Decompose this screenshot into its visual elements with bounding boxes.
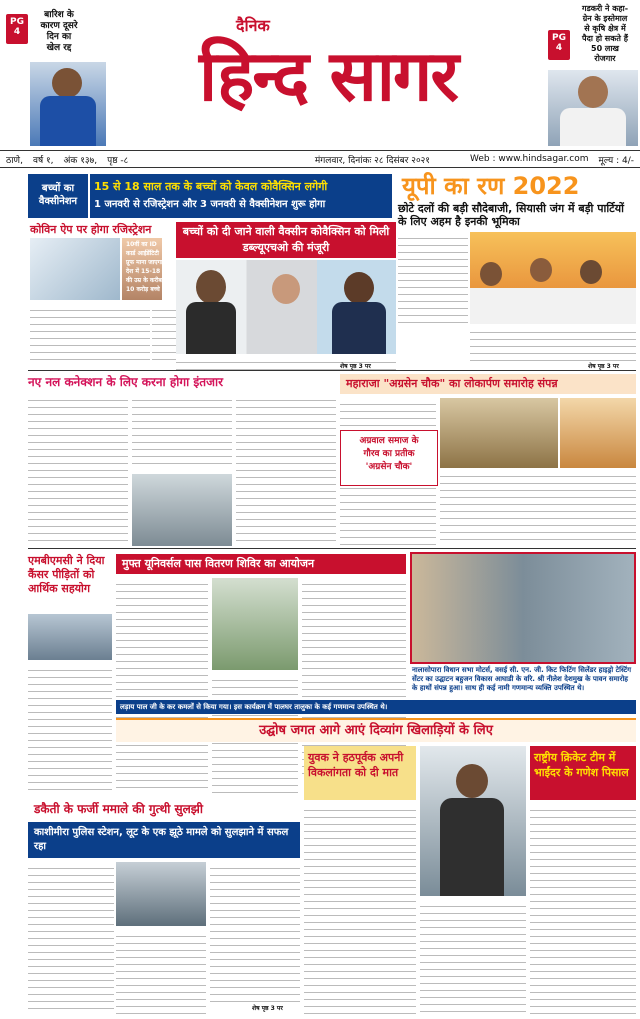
tap-photo: [132, 474, 232, 546]
youth-headline[interactable]: युवक ने हठपूर्वक अपनी विकलांगता को दी मात: [304, 746, 416, 800]
police-station-photo: [116, 862, 206, 926]
tap-article-col-3: [236, 394, 336, 546]
univ-text-col-1: [116, 578, 208, 794]
logo-small: दैनिक: [236, 16, 270, 35]
vaccine-headline: 15 से 18 साल तक के बच्चों को केवल कोवैक्सिन लगेगी: [94, 180, 328, 193]
agrasen-headline[interactable]: महाराजा "अग्रसेन चौक" का लोकार्पण समारोह संपन्न: [340, 374, 636, 394]
cng-ad-footer: लड़ाय पाल जी के कर कमलों से किया गया। इस कार्यक्रम में पालघर तालुका के कई गणमान्य उपस्थित थे।: [116, 700, 636, 714]
tap-article-col-1: [28, 394, 128, 546]
dateline-bar: [0, 150, 640, 168]
tap-article-col-2: [132, 394, 232, 470]
pg-number: 4: [13, 27, 21, 37]
up-election-headline[interactable]: यूपी का रण 2022: [402, 172, 580, 200]
divider: [28, 370, 636, 371]
robbery-subheadline: काशीमीरा पुलिस स्टेशन, लूट के एक झूठे मामले को सुलझाने में सफल रहा: [28, 822, 300, 858]
cowin-headline[interactable]: कोविन ऐप पर होगा रजिस्ट्रेशन: [30, 223, 152, 236]
pg-label: PG: [10, 17, 24, 27]
issue: अंक १३७,: [63, 155, 98, 166]
divider-2: [28, 548, 636, 549]
univ-photo-1: [212, 578, 298, 670]
cng-ad-box[interactable]: [410, 552, 636, 664]
up-rally-photo: [470, 232, 636, 324]
section-tag-vaccine: बच्चों का वैक्सीनेशन: [28, 174, 88, 218]
robbery-headline[interactable]: डकैती के फर्जी ममाले की गुत्थी सुलझी: [28, 798, 300, 820]
year: वर्ष १,: [32, 155, 54, 166]
masthead: [0, 0, 640, 150]
continued-note-2[interactable]: शेष पृष्ठ 3 पर: [588, 363, 619, 370]
vaccine-people-photo: [176, 260, 396, 354]
date: मंगलवार, दिनांकः २८ दिसंबर २०२१: [314, 155, 430, 166]
robbery-text-col-3: [210, 862, 300, 1002]
robbery-text-col-2: [116, 930, 206, 1014]
athlete-photo: [420, 746, 526, 896]
price: मूल्य : 4/-: [598, 155, 634, 166]
cancer-aid-headline[interactable]: एमबीएमसी ने दिया कैंसर पीड़ितों को आर्थिक सहयोग: [28, 554, 105, 595]
vaccine-note: 10वीं का ID कार्ड आईडेंटिटी प्रूफ माना जाएगा। देश में 15-18 की उम्र के करीब 10 करोड़ बच्चे: [126, 241, 165, 293]
agrasen-ceremony-photo: [440, 398, 558, 468]
city: ठाणे,: [6, 155, 23, 166]
agrasen-quote-box: अग्रवाल समाज के गौरव का प्रतीक 'अग्रसेन चौक': [340, 430, 438, 486]
up-article-text-2: [470, 326, 636, 366]
pisal-article-text: [530, 804, 636, 1014]
vaccine-article-text: [30, 304, 150, 366]
cricketer-photo: [30, 62, 106, 146]
page-count: पृष्ठ -८: [107, 155, 129, 166]
newspaper-logo[interactable]: हिन्द सागर: [199, 34, 457, 117]
minister-photo: [548, 70, 638, 146]
vaccine-who-headline[interactable]: बच्चों को दी जाने वाली वैक्सीन कोवैक्सिन को मिली डब्ल्यूएचओ की मंजूरी: [176, 222, 396, 258]
up-article-text: [398, 232, 468, 324]
vaccine-headline-box[interactable]: [90, 174, 392, 218]
tap-connection-headline[interactable]: नए नल कनेक्शन के लिए करना होगा इंतजार: [28, 375, 224, 389]
continued-note-1[interactable]: शेष पृष्ठ 3 पर: [340, 363, 371, 370]
page-badge-right: PG 4: [548, 30, 570, 60]
vaccine-subheadline: 1 जनवरी से रजिस्ट्रेशन और 3 जनवरी से वैक्सीनेशन शुरू होगा: [94, 199, 326, 210]
universal-pass-headline[interactable]: मुफ्त यूनिवर्सल पास वितरण शिविर का आयोजन: [116, 554, 406, 574]
continued-note-4[interactable]: शेष पृष्ठ 3 पर: [252, 1005, 283, 1012]
left-teaser[interactable]: बारिश के कारण दूसरे दिन का खेल रद्द: [40, 10, 78, 53]
agrasen-text-col-2: [440, 470, 636, 546]
disabled-players-headline[interactable]: उद्घोष जगत आगे आएं दिव्यांग खिलाड़ियों के लिए: [116, 718, 636, 742]
robbery-text-col-1: [28, 862, 114, 1014]
page-badge-left: [6, 14, 28, 44]
athlete-article-text: [420, 900, 526, 1014]
cng-ad-caption: नालासोपारा विधान सभा मोटर्स, वसई सी. एन. जी. किट फिटिंग सिलेंडर हाइड्रो टेस्टिंग सेंटर का उद्घाटन बहुजन विकास आघाडी के वरि. श्री नीलेश देशमुख के पावन समारोह के हाथों संपन्न हुआ। साथ ही कई नामी गणमान्य व्यक्ति उपस्थित थे।: [410, 664, 636, 704]
cancer-aid-photo: [28, 614, 112, 660]
right-teaser[interactable]: गडकरी ने कहा- ग्रेन के इस्तेमाल से कृषि क्षेत्र में पैदा हो सकते हैं 50 लाख रोजगार: [581, 4, 629, 63]
ganesh-pisal-headline[interactable]: राष्ट्रीय क्रिकेट टीम में भाईंदर के गणेश पिसाल: [530, 746, 636, 800]
up-election-subheadline: छोटे दलों की बड़ी सौदेबाजी, सियासी जंग में बड़ी पार्टियों के लिए अहम है इनकी भूमिका: [398, 202, 624, 228]
website-link[interactable]: Web : www.hindsagar.com: [470, 154, 589, 164]
youth-article-text: [304, 804, 416, 1014]
vaccine-photo-1: [30, 238, 120, 300]
cancer-aid-text: [28, 664, 112, 794]
agrasen-statue-photo: [560, 398, 636, 468]
